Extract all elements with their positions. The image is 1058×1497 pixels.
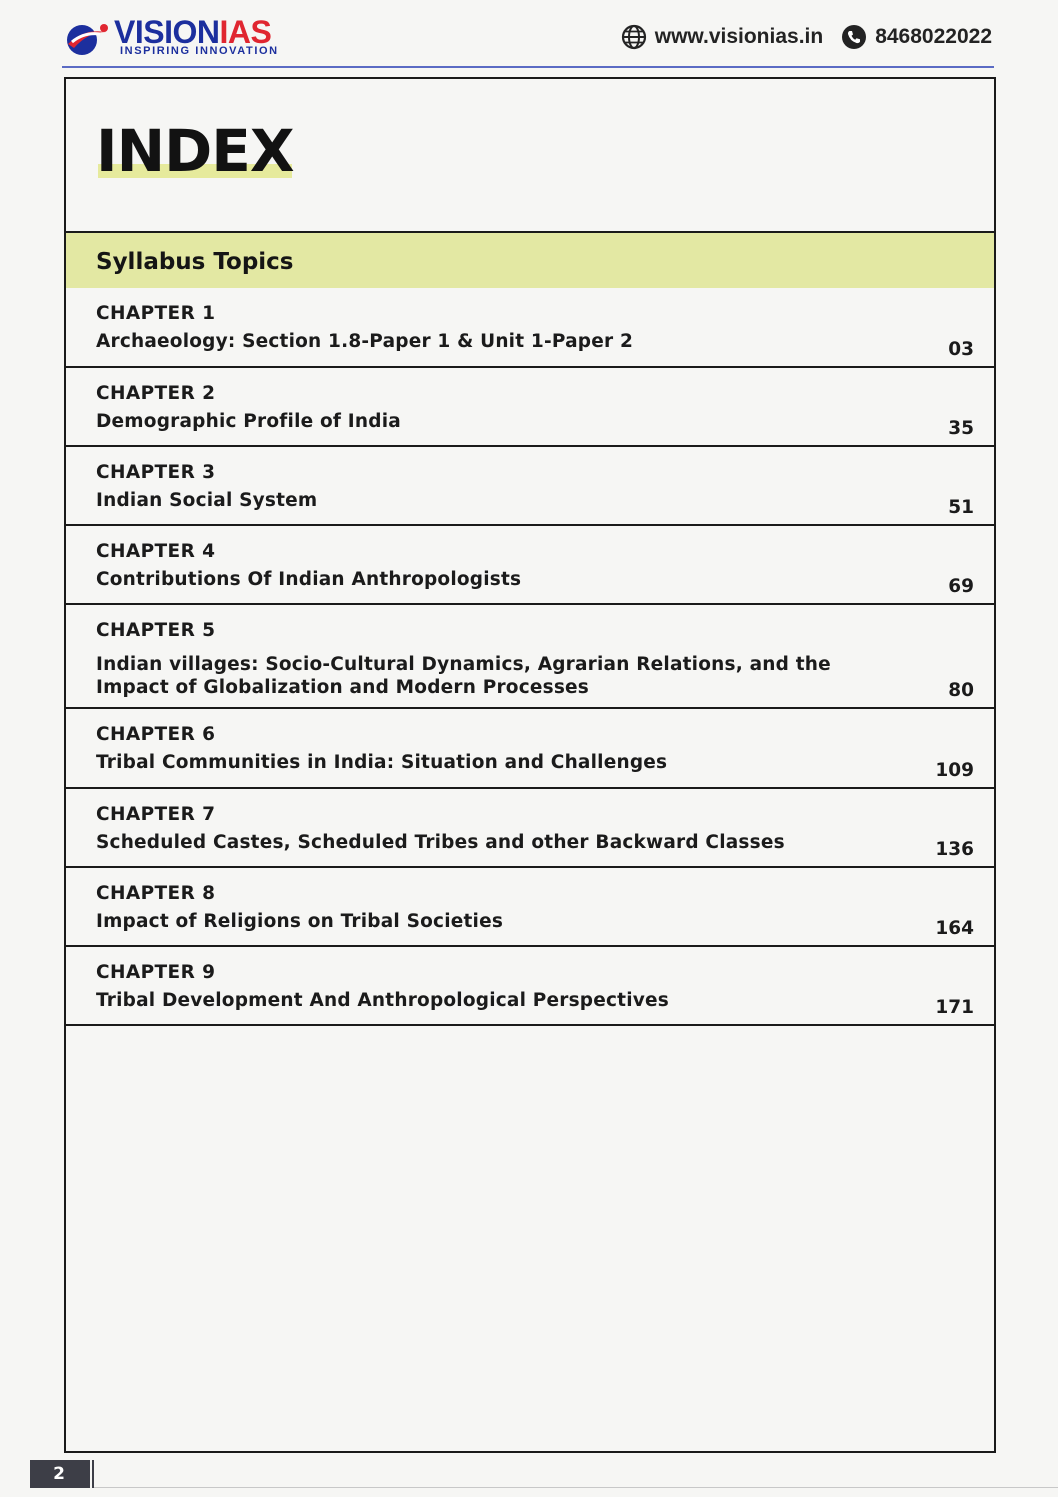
footer-line <box>94 1487 1058 1488</box>
chapter-row[interactable] <box>66 789 996 868</box>
chapter-number: CHAPTER 3 <box>96 462 216 483</box>
chapter-title: Contributions Of Indian Anthropologists <box>96 569 522 590</box>
index-title-block <box>96 119 294 183</box>
chapter-row[interactable] <box>66 526 996 605</box>
website-link[interactable]: www.visionias.in <box>654 25 824 48</box>
section-header <box>66 231 994 288</box>
logo-tagline: INSPIRING INNOVATION <box>120 45 279 57</box>
phone-number[interactable]: 8468022022 <box>875 25 992 48</box>
section-label: Syllabus Topics <box>96 249 294 275</box>
chapter-number: CHAPTER 8 <box>96 883 216 904</box>
page-number: 2 <box>30 1460 88 1488</box>
chapter-title: Impact of Religions on Tribal Societies <box>96 911 504 932</box>
chapter-number: CHAPTER 2 <box>96 383 216 404</box>
header-divider <box>62 66 994 68</box>
chapter-row[interactable] <box>66 868 996 947</box>
chapter-page: 35 <box>948 418 974 439</box>
chapter-title: Tribal Development And Anthropological Perspectives <box>96 990 669 1011</box>
logo-swoosh-icon <box>62 18 110 58</box>
chapter-list <box>66 288 996 1026</box>
chapter-row[interactable] <box>66 368 996 447</box>
phone-icon <box>841 24 867 50</box>
chapter-title: Indian villages: Socio-Cultural Dynamics, Agrarian Relations, and the Impact of Globalization and Modern Processes <box>96 654 831 698</box>
chapter-page: 69 <box>948 576 974 597</box>
chapter-title: Demographic Profile of India <box>96 411 401 432</box>
contact-info <box>621 22 992 52</box>
chapter-page: 80 <box>948 680 974 701</box>
chapter-number: CHAPTER 6 <box>96 724 216 745</box>
chapter-row[interactable] <box>66 447 996 526</box>
chapter-title: Archaeology: Section 1.8-Paper 1 & Unit 1-Paper 2 <box>96 331 634 352</box>
page-header <box>0 0 1058 70</box>
chapter-page: 171 <box>935 997 974 1018</box>
chapter-number: CHAPTER 9 <box>96 962 216 983</box>
chapter-title: Indian Social System <box>96 490 318 511</box>
chapter-row[interactable] <box>66 947 996 1026</box>
chapter-number: CHAPTER 7 <box>96 804 216 825</box>
globe-icon <box>621 24 647 50</box>
page-number-decoration <box>88 1460 94 1488</box>
chapter-number: CHAPTER 5 <box>96 620 216 641</box>
chapter-title: Tribal Communities in India: Situation and Challenges <box>96 752 668 773</box>
chapter-page: 109 <box>935 760 974 781</box>
chapter-number: CHAPTER 1 <box>96 303 216 324</box>
chapter-number: CHAPTER 4 <box>96 541 216 562</box>
chapter-page: 03 <box>948 339 974 360</box>
chapter-row[interactable] <box>66 709 996 789</box>
chapter-page: 164 <box>935 918 974 939</box>
chapter-title: Scheduled Castes, Scheduled Tribes and other Backward Classes <box>96 832 785 853</box>
chapter-row[interactable] <box>66 605 996 709</box>
chapter-row[interactable] <box>66 288 996 368</box>
page-title: INDEX <box>96 117 294 185</box>
chapter-page: 51 <box>948 497 974 518</box>
logo-wordmark: VISIONIAS <box>114 14 272 50</box>
chapter-page: 136 <box>935 839 974 860</box>
index-frame <box>64 77 996 1453</box>
visionias-logo <box>62 14 302 60</box>
